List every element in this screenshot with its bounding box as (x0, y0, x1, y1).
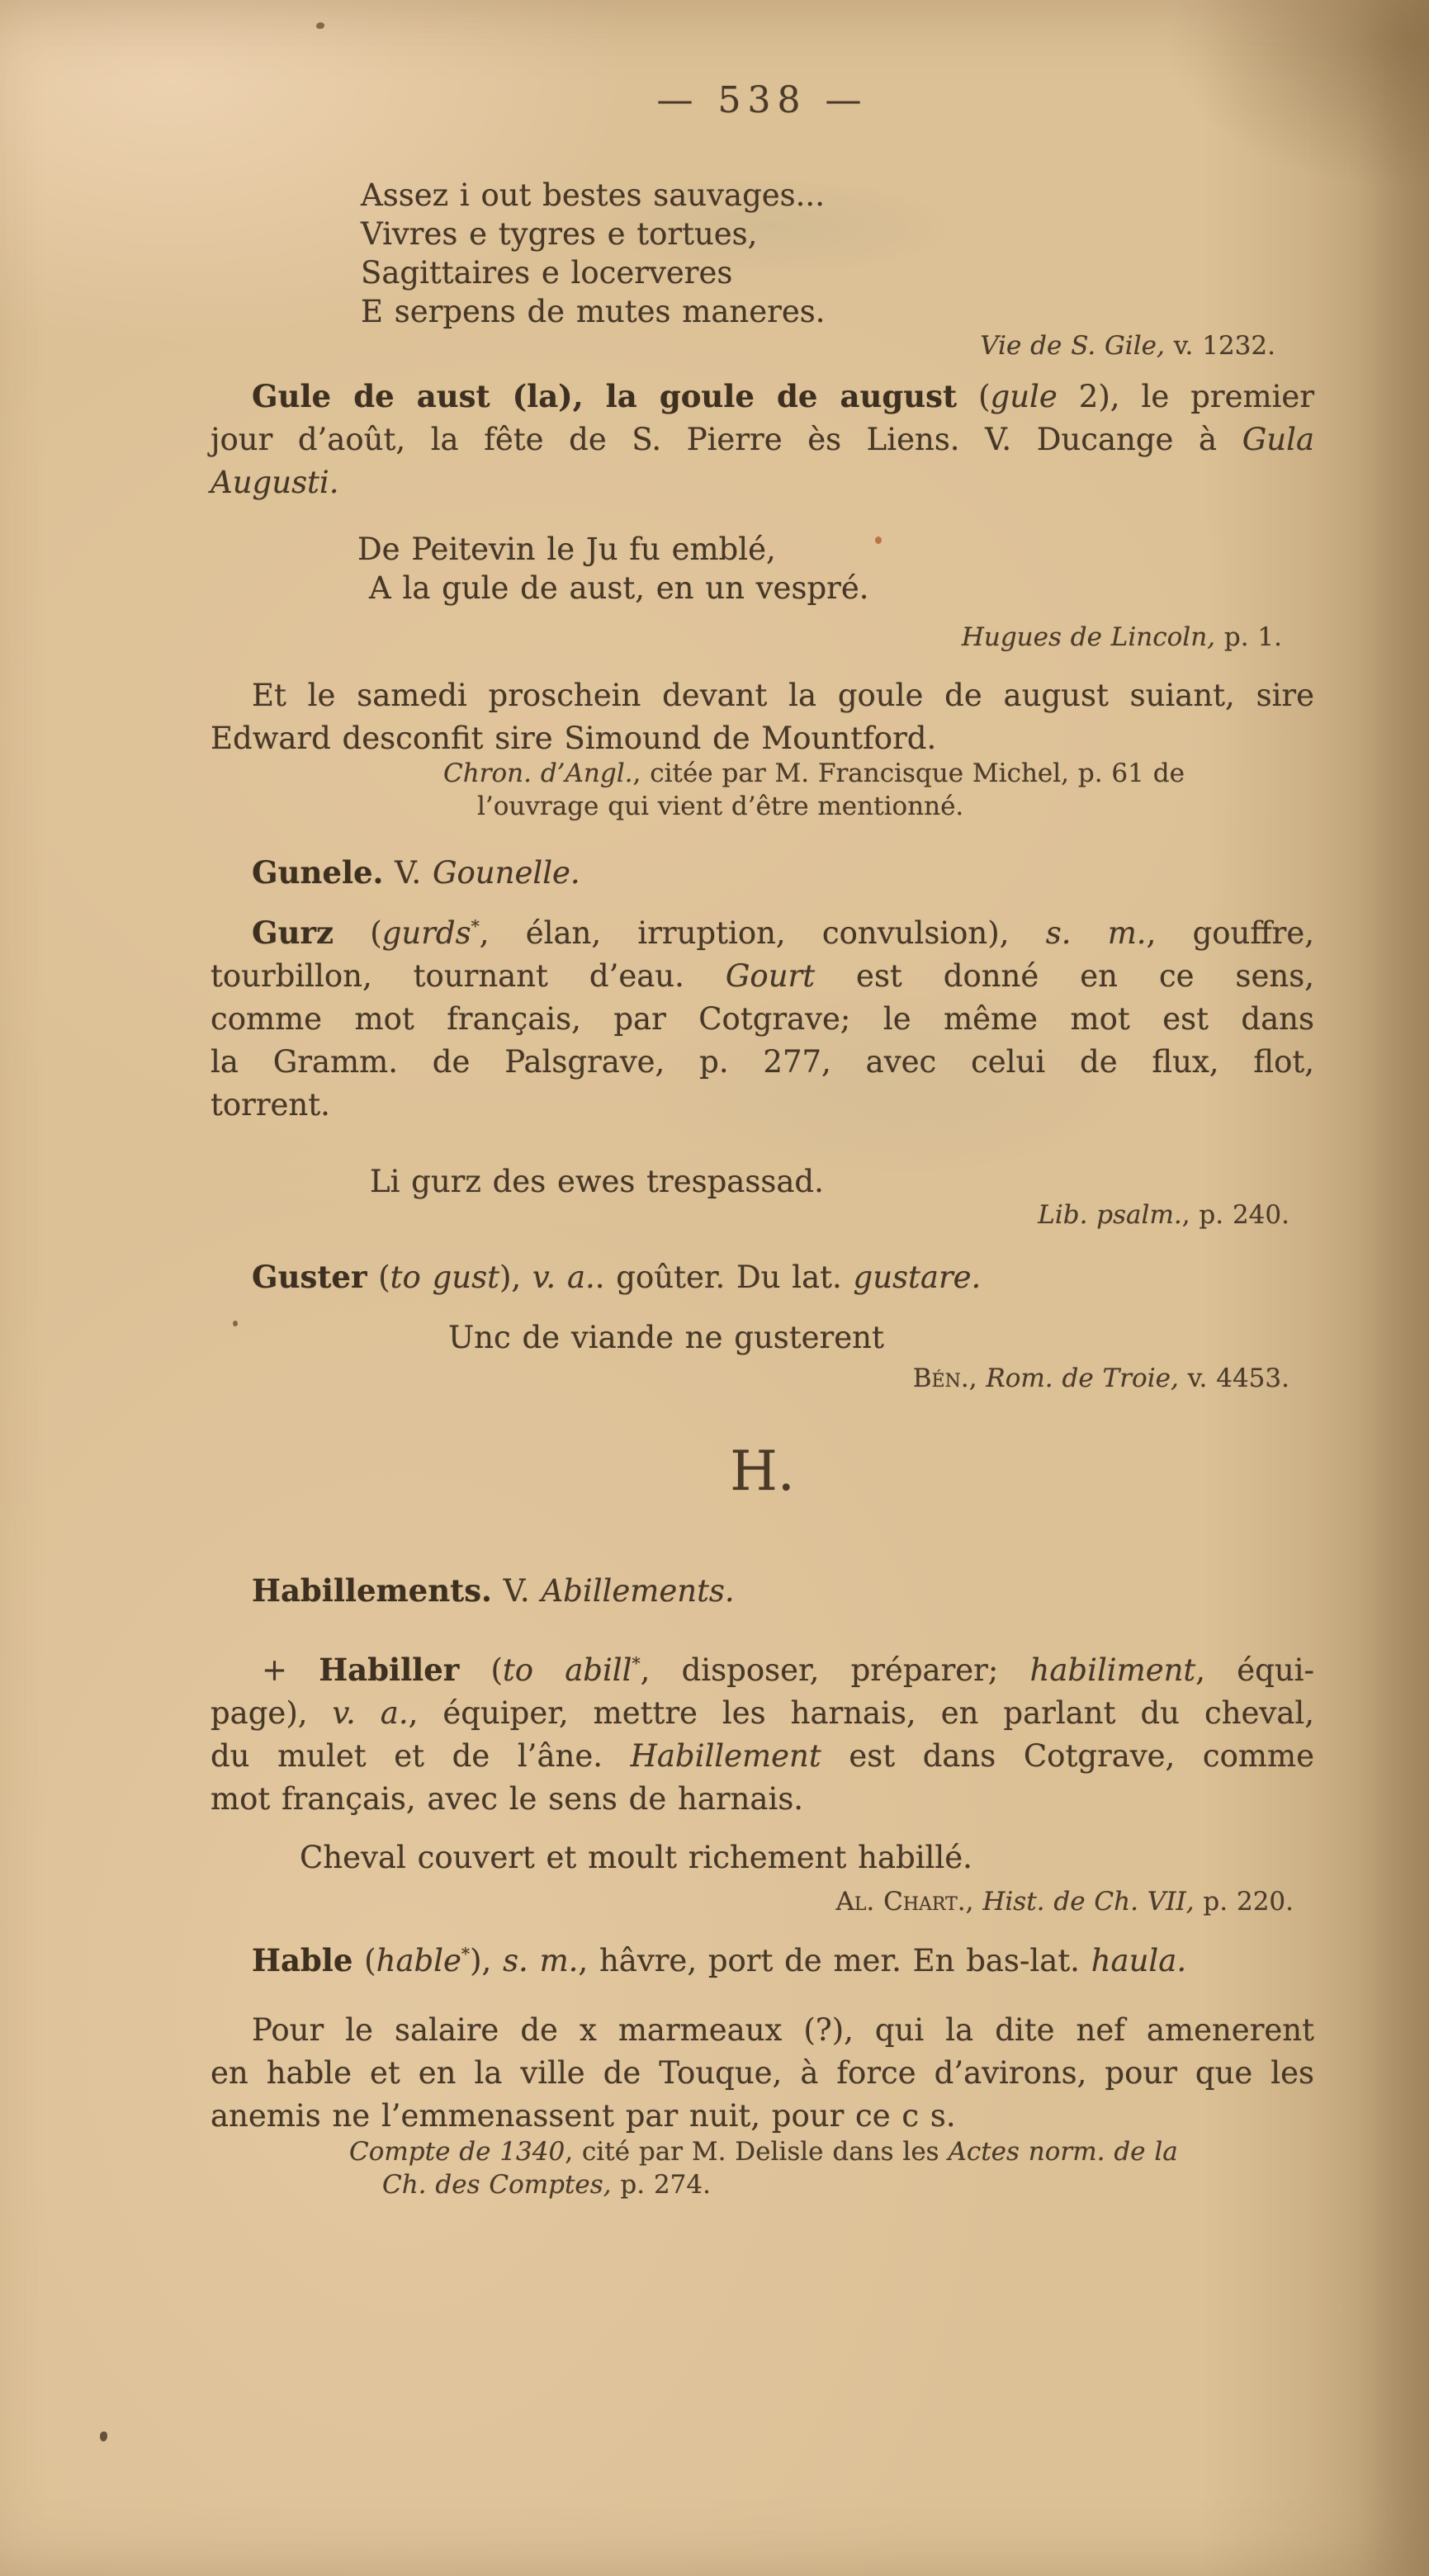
text-segment: Guster (252, 1259, 367, 1295)
text-segment: v. 1232. (1164, 331, 1275, 361)
text-segment: Bén. (912, 1364, 969, 1393)
text-segment: to gust (390, 1260, 499, 1295)
text-segment: comme mot français, par Cotgrave; le même mot est dans (211, 1001, 1314, 1037)
text-segment: Hist. de Ch. VII, (982, 1887, 1195, 1917)
text-segment: la Gramm. de Palsgrave, p. 277, avec celui de flux, flot, (211, 1044, 1314, 1080)
text-segment: gule (990, 379, 1058, 414)
citation-al-chart (835, 1885, 1294, 1918)
paragraph-et-le-samedi (211, 674, 1314, 760)
text-segment: anemis ne l’emmenassent par nuit, pour ce c s. (211, 2098, 956, 2134)
text-segment: est dans Cotgrave, comme (821, 1738, 1314, 1774)
entry-gurz (211, 911, 1314, 1127)
text-segment: , gouffre, (1146, 915, 1314, 951)
text-segment: habiliment (1029, 1652, 1196, 1688)
text-segment: , équiper, mettre les harnais, en parlant du cheval, (408, 1695, 1314, 1731)
section-heading-h: H. (730, 1439, 795, 1503)
text-segment: ( (957, 379, 991, 414)
text-segment: E serpens de mutes maneres. (361, 294, 826, 329)
text-segment: Gounelle. (432, 855, 580, 891)
text-segment: jour d’août, la fête de S. Pierre ès Liens. V. Ducange à (211, 422, 1242, 457)
verse-vie-de-s-gile (361, 176, 825, 331)
text-segment: Rom. de Troie, (986, 1364, 1179, 1393)
text-segment: du mulet et de l’âne. (211, 1738, 631, 1774)
citation-rom-de-troie (913, 1362, 1289, 1395)
text-segment: Ch. des Comptes, (382, 2170, 612, 2200)
text-segment: , hâvre, port de mer. En bas-lat. (578, 1943, 1091, 1978)
text-segment: Actes norm. de la (948, 2137, 1178, 2167)
text-segment: Vie de S. Gile, (980, 331, 1165, 361)
text-segment: torrent. (211, 1087, 330, 1123)
text-segment: * (461, 1944, 471, 1964)
text-segment: to abill (502, 1652, 632, 1688)
text-segment: , cité par M. Delisle dans les (565, 2137, 949, 2167)
text-segment: Habillements. (252, 1572, 492, 1609)
text-segment: ( (334, 915, 382, 951)
text-segment: p. 220. (1194, 1887, 1294, 1917)
paragraph-pour-le-salaire (211, 2009, 1314, 2138)
text-segment: s. m. (503, 1943, 579, 1978)
text-segment: , élan, irruption, convulsion), (479, 915, 1046, 951)
ink-speck (100, 2432, 107, 2441)
text-segment: Gula (1242, 422, 1314, 457)
text-segment: p. 1. (1215, 622, 1282, 652)
text-segment: + (262, 1652, 319, 1688)
text-segment: Habiller (319, 1652, 460, 1688)
text-segment: Lib. psalm. (1038, 1200, 1182, 1230)
text-segment: Compte de 1340 (349, 2137, 565, 2167)
text-segment: , citée par M. Francisque Michel, p. 61 de (632, 759, 1185, 788)
text-segment: Pour le salaire de x marmeaux (?), qui la dite nef amenerent (252, 2012, 1314, 2048)
text-segment: , équi- (1195, 1652, 1315, 1688)
text-segment: Chron. d’Angl. (443, 759, 633, 788)
entry-habillements (252, 1572, 735, 1610)
text-segment: p. 274. (611, 2170, 711, 2200)
text-segment: Gourt (725, 958, 816, 994)
text-segment: Augusti. (211, 465, 339, 500)
citation-chron-dangl (443, 757, 1185, 823)
text-segment: Al. Chart. (835, 1887, 966, 1917)
text-segment: 2), le premier (1057, 379, 1315, 414)
text-segment: ( (367, 1260, 390, 1295)
verse-lib-psalm (370, 1162, 824, 1201)
text-segment: en hable et en la ville de Touque, à force d’avirons, pour que les (211, 2055, 1314, 2091)
text-segment: , disposer, préparer; (640, 1652, 1030, 1688)
text-segment: Hugues de Lincoln, (961, 622, 1216, 652)
text-segment: Edward desconfit sire Simound de Mountford. (211, 721, 937, 756)
text-segment: , (965, 1887, 983, 1917)
citation-compte-de-1340 (349, 2135, 1178, 2201)
ink-speck (233, 1321, 238, 1326)
text-segment: ( (459, 1652, 503, 1688)
text-segment: Vivres e tygres e tortues, (361, 216, 758, 252)
text-segment: V. (491, 1573, 542, 1609)
entry-hable (252, 1941, 1186, 1980)
page-number: — 538 — (656, 79, 868, 121)
text-segment: ( (353, 1943, 376, 1978)
text-segment: Sagittaires e locerveres (361, 255, 733, 291)
text-segment: haula. (1091, 1943, 1187, 1978)
verse-rom-de-troie (448, 1318, 884, 1357)
text-segment: Habillement (630, 1738, 821, 1774)
text-segment: Unc de viande ne gusterent (448, 1320, 884, 1355)
citation-hugues-de-lincoln (962, 621, 1282, 654)
ink-speck (316, 22, 324, 29)
text-segment: ), (470, 1943, 504, 1978)
text-segment: v. a. (532, 1260, 595, 1295)
text-segment: . goûter. Du lat. (594, 1260, 854, 1295)
citation-vie-de-s-gile (980, 329, 1275, 362)
entry-habiller (211, 1648, 1314, 1821)
text-segment: Gurz (252, 915, 334, 951)
text-segment: , p. 240. (1181, 1200, 1289, 1230)
verse-al-chart (300, 1838, 972, 1877)
text-segment: Gule de aust (la), la goule de august (252, 378, 958, 414)
text-segment: mot français, avec le sens de harnais. (211, 1781, 804, 1817)
text-segment: Cheval couvert et moult richement habillé. (300, 1840, 972, 1875)
entry-gule-de-aust (211, 375, 1314, 504)
text-segment: ), (499, 1260, 532, 1295)
text-segment: De Peitevin le Ju fu emblé, (357, 532, 776, 567)
text-segment: * (632, 1653, 641, 1674)
text-segment: hable (376, 1943, 461, 1978)
entry-gunele (252, 853, 580, 892)
text-segment: v. 4453. (1178, 1364, 1289, 1393)
text-segment: Gunele. (252, 854, 384, 891)
text-segment: Hable (252, 1942, 353, 1978)
text-segment: Et le samedi proschein devant la goule de august suiant, sire (252, 678, 1314, 713)
verse-hugues-de-lincoln (357, 530, 868, 607)
text-segment: l’ouvrage qui vient d’être mentionné. (477, 792, 964, 821)
text-segment: gustare. (853, 1260, 982, 1295)
text-segment: A la gule de aust, en un vespré. (369, 570, 869, 606)
text-segment: V. (383, 855, 433, 891)
text-segment: , (968, 1364, 987, 1393)
text-segment: gurds (381, 915, 471, 951)
text-segment: tourbillon, tournant d’eau. (211, 958, 726, 994)
citation-lib-psalm (1038, 1198, 1289, 1231)
ink-speck (875, 536, 882, 544)
entry-guster (252, 1258, 981, 1297)
text-segment: s. m. (1045, 915, 1147, 951)
text-segment: * (471, 916, 480, 937)
text-segment: page), (211, 1695, 333, 1731)
text-segment: est donné en ce sens, (815, 958, 1314, 994)
text-segment: Abillements. (541, 1573, 735, 1609)
text-segment: Assez i out bestes sauvages... (361, 177, 825, 213)
text-segment: Li gurz des ewes trespassad. (370, 1164, 824, 1199)
text-segment: v. a. (332, 1695, 409, 1731)
